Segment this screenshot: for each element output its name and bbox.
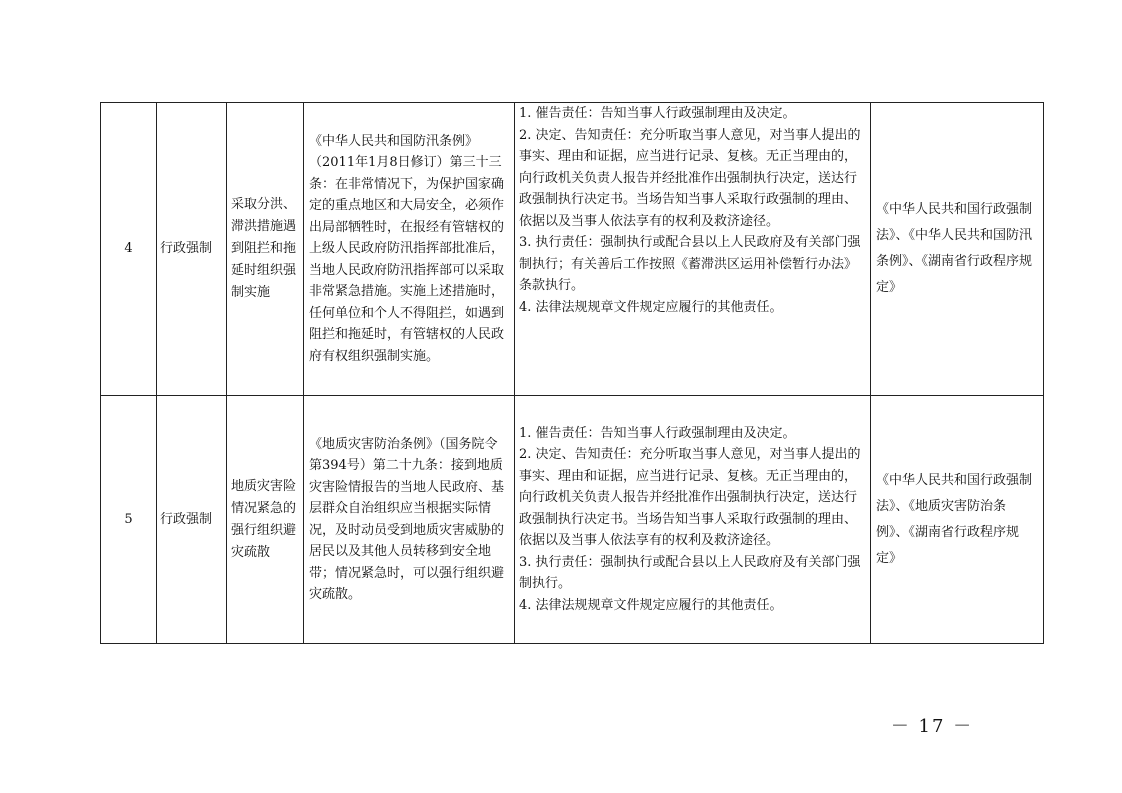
responsibility-item: 2. 决定、告知责任：充分听取当事人意见，对当事人提出的事实、理由和证据，应当进行记录、复核。无正当理由的，向行政机关负责人报告并经批准作出强制执行决定，送达行政强制执行决定书。当场告知当事人采取行政强制的理由、依据以及当事人依法享有的权利及救济途径。 [519, 447, 861, 549]
responsibility-item: 1. 催告责任：告知当事人行政强制理由及决定。 [519, 425, 796, 441]
legal-basis-text: 《地质灾害防治条例》（国务院令第394号）第二十九条：接到地质灾害险情报告的当地人民政府、基层群众自治组织应当根据实际情况，及时动员受到地质灾害威胁的居民以及其他人员转移到安全地带；情况紧急时，可以强行组织避灾疏散。 [309, 436, 505, 602]
responsibility-item: 4. 法律法规规章文件规定应履行的其他责任。 [519, 597, 783, 613]
item-name-text: 采取分洪、滞洪措施遇到阻拦和拖延时组织强制实施 [231, 197, 297, 300]
responsibility-cell [515, 396, 871, 644]
law-reference-cell [871, 103, 1044, 396]
row-number: 4 [101, 103, 157, 396]
responsibility-item: 3. 执行责任：强制执行或配合县以上人民政府及有关部门强制执行。 [519, 554, 861, 592]
legal-basis-cell [304, 103, 515, 396]
responsibility-item: 1. 催告责任：告知当事人行政强制理由及决定。 [519, 106, 796, 121]
law-reference-cell [871, 396, 1044, 644]
table-row [101, 103, 1044, 396]
legal-basis-cell [304, 396, 515, 644]
category-cell: 行政强制 [157, 396, 227, 644]
row-number: 5 [101, 396, 157, 644]
law-reference-text: 《中华人民共和国行政强制法》、《中华人民共和国防汛条例》、《湖南省行政程序规定》 [876, 202, 1033, 295]
responsibility-item: 4. 法律法规规章文件规定应履行的其他责任。 [519, 299, 783, 315]
responsibility-table [100, 102, 1044, 644]
table-row [101, 396, 1044, 644]
item-name-cell [227, 103, 304, 396]
page-number: － 17 － [890, 716, 974, 737]
item-name-text: 地质灾害险情况紧急的强行组织避灾疏散 [231, 478, 297, 560]
responsibility-item: 3. 执行责任：强制执行或配合县以上人民政府及有关部门强制执行；有关善后工作按照《蓄滞洪区运用补偿暂行办法》条款执行。 [519, 235, 861, 293]
legal-basis-text: 《中华人民共和国防汛条例》（2011年1月8日修订）第三十三条：在非常情况下，为保护国家确定的重点地区和大局安全，必须作出局部牺牲时，在报经有管辖权的上级人民政府防汛指挥部批准后，当地人民政府防汛指挥部可以采取非常紧急措施。实施上述措施时，任何单位和个人不得阻拦，如遇到阻拦和拖延时，有管辖权的人民政府有权组织强制实施。 [309, 133, 505, 364]
item-name-cell [227, 396, 304, 644]
category-cell: 行政强制 [157, 103, 227, 396]
law-reference-text: 《中华人民共和国行政强制法》、《地质灾害防治条例》、《湖南省行政程序规定》 [876, 472, 1033, 566]
responsibility-item: 2. 决定、告知责任：充分听取当事人意见，对当事人提出的事实、理由和证据，应当进行记录、复核。无正当理由的，向行政机关负责人报告并经批准作出强制执行决定，送达行政强制执行决定书。当场告知当事人采取行政强制的理由、依据以及当事人依法享有的权利及救济途径。 [519, 127, 861, 229]
responsibility-cell [515, 103, 871, 396]
